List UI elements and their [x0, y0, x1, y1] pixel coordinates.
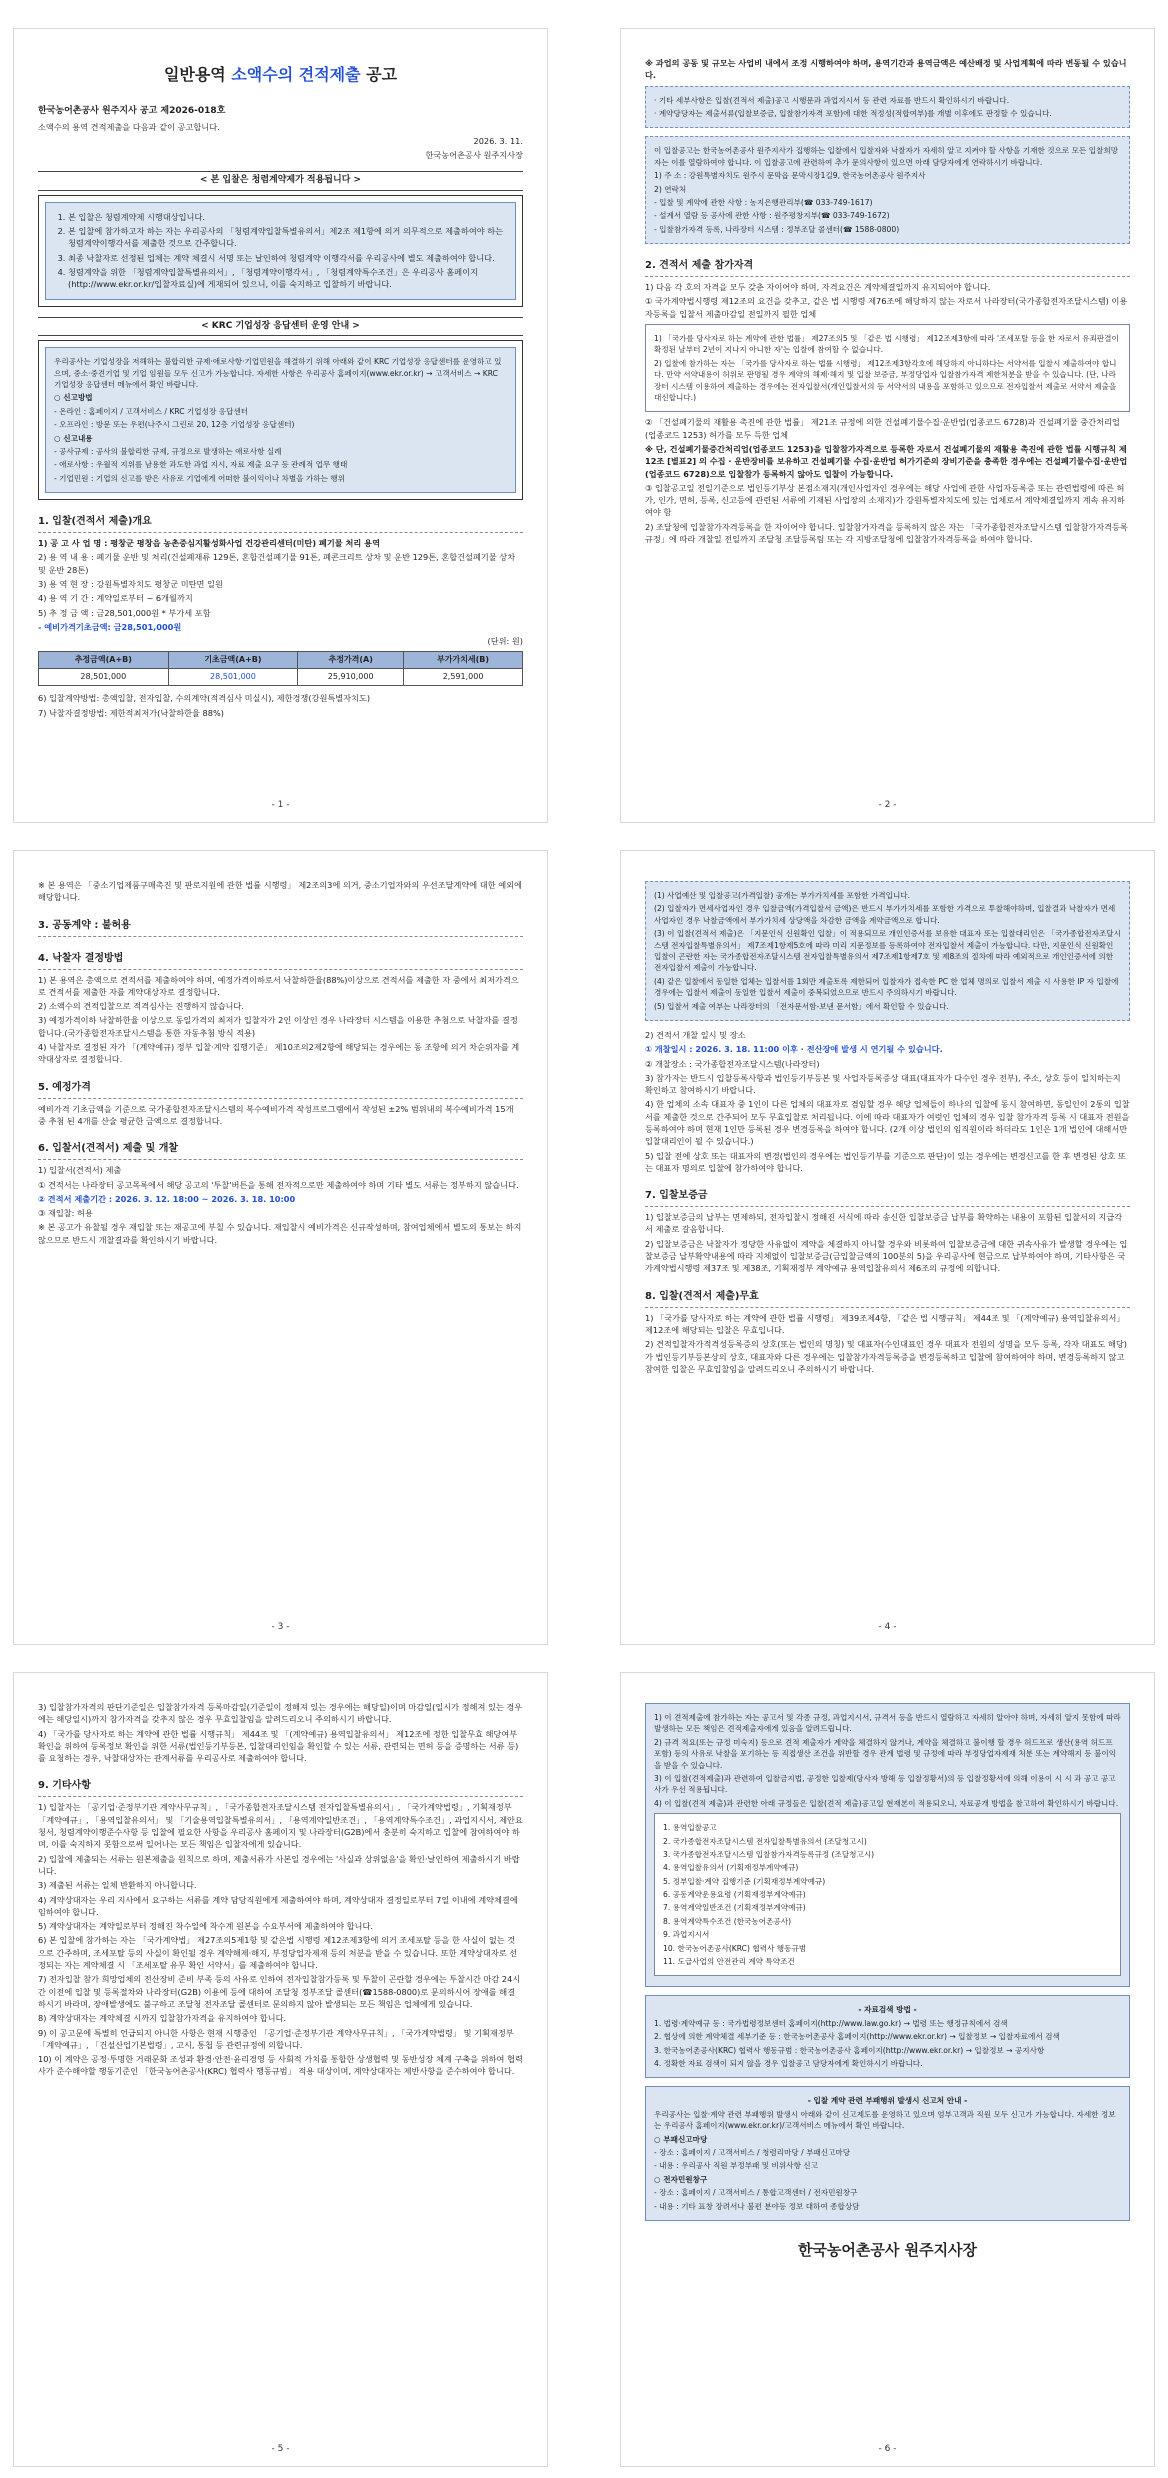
opening-time: ① 개찰일시 : 2026. 3. 18. 11:00 이후 · 전산장애 발생 시 연기될 수 있습니다.	[645, 1044, 943, 1055]
award-item: 1) 본 용역은 총액으로 견적서를 제출하여야 하며, 예정가격이하로서 낙찰하한율(88%)이상으로 견적서를 제출한 자 중에서 최저가격으로 견적서를 제출한 자를 계약대상자로 결정합니다.	[38, 974, 519, 997]
page-5	[13, 1672, 548, 2467]
section-heading: 1. 입찰(견적서 제출)개요	[38, 514, 523, 533]
overview-item: 7) 낙찰자결정방법: 제한적최저가(낙찰하한율 88%)	[38, 707, 224, 718]
eligibility-item: ① 국가계약법시행령 제12조의 요건을 갖추고, 같은 법 시행령 제76조에 해당하지 않는 자로서 나라장터(국가종합전자조달시스템) 이용자등록을 입찰서 제출마감일 전일까지 필한 업체	[645, 296, 1128, 319]
overview-item: 5) 추 정 금 액 : 금28,501,000원 * 부가세 포함	[38, 607, 211, 618]
overview-item: 3) 용 역 현 장 : 강원특별자치도 평창군 미탄면 일원	[38, 578, 223, 589]
tax-evasion-note-box: 1) 「국가를 당사자로 하는 계약에 관한 법률」 제27조의5 및 「같은 법 시행령」 제12조제3항에 따라 '조세포탈 등을 한 자로서 유죄판결이 확정된 날부터 2년이 지나지 아니한 자'는 입찰에 참여할 수 없습니다. 2) 입찰에 참가하는 자는 「국가를 당사자로 하는 법률 시행령」 제12조제3항각호에 해당하지 아니하다는 서약서를 입찰시 제출하여야 합니다. 만약 서약내용이 허위로 판명될 경우 계약의 해제·해지 및 입찰 보증금, 부정당업자 입찰참가자격 제한처분을 받을 수 있습니다. (단, 나라장터 시스템 이용하여 제출하는 경우에는 전자입찰서(개인입찰서의 등 서약서의 내용을 포함하고 있으므로 전자입찰서 제출로 서약서 제출을 대신합니다.)	[645, 324, 1130, 412]
section-heading: 3. 공동계약 : 불허용	[38, 918, 523, 937]
page-number: - 6 -	[878, 2443, 897, 2454]
list-item: 4. 용역입찰유의서 (기획재정부계약예규)	[663, 1863, 799, 1873]
list-item: 6. 공동계약운용요령 (기획재정부계약예규)	[663, 1890, 806, 1900]
invalid-item: 4) 「국가를 당사자로 하는 계약에 관한 법률 시행규칙」 제44조 및 「(계약예규) 용역입찰유의서」 제12조에 정한 입찰무효 해당여부 확인을 위하여 등록정보 확인을 위한 서류(법인등기부등본, 입찰대리인임을 확인할 수 있는 서류, 관련되는 면허 등을 증명하는 서류 등)를 요청하는 경우, 낙찰대상자는 관계서류를 우리공사로 제출하여야 합니다.	[38, 1728, 519, 1764]
list-item: 10. 한국농어촌공사(KRC) 협력사 행동규범	[663, 1943, 807, 1953]
list-item: 9. 과업지시서	[663, 1930, 710, 1940]
krc-center-box: 우리공사는 기업성장을 저해하는 불합리한 규제·애로사항·기업민원을 해결하기 위해 아래와 같이 KRC 기업성장 응답센터를 운영하고 있으며, 중소·중견기업 및 기업 임원들 모두 신고가 가능합니다. 자세한 사항은 우리공사 홈페이지(www.ekr.or.kr) → 고객서비스 → KRC 기업성장 응답센터 메뉴에서 확인 바랍니다. ○ 신고방법 - 온라인 : 홈페이지 / 고객서비스 / KRC 기업성장 응답센터 - 오프라인 : 방문 또는 우편(나주시 그린로 20, 12층 기업성장 응답센터) ○ 신고내용 - 공사규제 : 공사의 불합리한 규제, 규정으로 발생하는 애로사항 실례 - 애로사항 : 우월적 지위를 남용한 과도한 과업 지시, 자료 제출 요구 등 관례적 업무 행태 - 기업민원 : 기업의 신고를 받은 사유로 기업에게 어떠한 불이익이나 차별을 가하는 행위	[38, 340, 523, 500]
integrity-item: 4. 청렴계약을 위한 「청렴계약입찰특별유의서」, 「청렴계약이행각서」, 「청렴계약특수조건」은 우리공사 홈페이지(http://www.ekr.or.kr/입찰자료실)에 게재되어 있으니, 이를 숙지하고 입찰하기 바랍니다.	[68, 266, 507, 291]
award-item: 3) 예정가격이하 낙찰하한율 이상으로 동일가격의 최저가 입찰자가 2인 이상인 경우 나라장터 시스템을 이용한 추첨으로 낙찰자를 결정합니다.(국가종합전자조달시스템을 통한 자동추첨 방식 적용)	[38, 1015, 518, 1038]
section-heading: 5. 예정가격	[38, 1080, 523, 1099]
misc-item: 5) 계약상대자는 계약일로부터 정해진 착수일에 착수계 원본을 수요부서에 제출하여야 합니다.	[38, 1921, 373, 1932]
search-method-box: - 자료검색 방법 - 1. 법령·계약예규 등 : 국가법령정보센터 홈페이지(http://www.law.go.kr) → 법령 또는 행정규칙에서 검색 2. 협상에 의한 계약체결 세부기준 등 : 한국농어촌공사 홈페이지(http://www.ekr.or.kr) → 입찰정보 → 입찰자료에서 검색 3. 한국농어촌공사(KRC) 협력사 행동규범 : 한국농어촌공사 홈페이지(http://www.ekr.or.kr) → 입찰정보 → 공지사항 4. 정확한 자료 검색이 되지 않을 경우 입찰공고 담당자에게 확인하시기 바랍니다.	[645, 1995, 1130, 2078]
krc-box-heading: < KRC 기업성장 응답센터 운영 안내 >	[38, 317, 523, 337]
award-item: 4) 낙찰자로 결정된 자가 「(계약예규) 정부 입찰·계약 집행기준」 제10조의2제2항에 해당되는 경우에는 동 조항에 의거 차순위자를 계약대상자로 결정합니다.	[38, 1042, 520, 1065]
section-heading: 8. 입찰(견적서 제출)무효	[645, 1289, 1130, 1308]
eligibility-item: 1) 다음 각 호의 자격을 모두 갖춘 자이어야 하며, 자격요건은 계약체결일까지 유지되어야 합니다.	[645, 282, 991, 293]
opening-item: 3) 참가자는 반드시 입찰등록사항과 법인등기부등본 및 사업자등록증상 대표(대표자가 다수인 경우 전부), 주소, 상호 등이 일치하는지 확인하고 참여하시기 바랍니다.	[645, 1072, 1121, 1096]
misc-item: 6) 본 입찰에 참가하는 자는 「국가계약법」 제27조의5제1항 및 같은법 시행령 제12조제3항에 의거 조세포탈 등을 한 사실이 없는 것으로 간주하며, 조세포탈 등의 사실이 확인될 경우 계약해제·해지, 부정당업자제재 등의 처분을 받을 수 있습니다. 또한 계약상대자로 선정되는 자는 계약체결 시 「조세포탈 유무 확인 서약서」를 제출하여야 합니다.	[38, 1935, 518, 1971]
list-item: 8. 용역계약특수조건 (한국농어촌공사)	[663, 1916, 792, 1926]
fee-table	[38, 651, 523, 686]
list-item: 3. 국가종합전자조달시스템 입찰참가자격등록규정 (조달청고시)	[663, 1849, 875, 1859]
page-number: - 5 -	[271, 2443, 290, 2454]
section-heading: 9. 기타사항	[38, 1778, 523, 1797]
notice-remark: ※ 과업의 공동 및 규모는 사업비 내에서 조정 시행하여야 하며, 용역기간과 용역금액은 예산배정 및 사업계획에 따라 변동될 수 있습니다.	[645, 58, 1127, 81]
integrity-item: 3. 최종 낙찰자로 선정된 업체는 계약 체결시 서명 또는 날인하여 청렴계약 이행각서를 우리공사에 별도 제출하여야 합니다.	[68, 252, 507, 264]
invalid-item: 2) 견적입찰자가적격성등록증의 상호(또는 법인의 명칭) 및 대표자(수인대표인 경우 대표자 전원의 성명을 모두 등록, 각자 대표도 해당)가 법인등기부등본상의 상호, 대표자와 다른 경우에는 입찰참가자격등록증을 변경등록하고 입찰에 참여하여야 하며, 변경등록하지 않고 참여한 입찰은 무효입찰임을 알려드리오니 주의하시기 바랍니다.	[645, 1339, 1128, 1374]
invalid-item: 3) 입찰참가자격의 판단기준일은 입찰참가자격 등록마감일(기준일이 정해져 있는 경우에는 해당일)이며 마감일(일시가 정해져 있는 경우에는 해당일시)까지 참가자격을 갖추지 않은 경우 무효입찰임을 알려드리오니 주의하시기 바랍니다.	[38, 1702, 523, 1725]
page-3	[13, 850, 548, 1645]
page-title: 일반용역 소액수의 견적제출 공고	[163, 65, 398, 84]
submission-item: ① 견적서는 나라장터 공고목록에서 해당 공고의 '투찰'버튼을 통해 전자적으로만 제출하여야 하며 기타 별도 서류는 정부하지 않습니다.	[38, 1179, 519, 1190]
unit-label: (단위: 원)	[487, 636, 523, 647]
detail-note-box: · 기타 세부사항은 입찰(견적서 제출)공고 시행문과 과업지시서 등 관련 자료를 반드시 확인하시기 바랍니다. · 계약당당자는 제출서류(입찰보증금, 입찰참가자격 포함)에 대한 적정성(적합여부)를 개별 이후에도 판정할 수 있습니다.	[645, 86, 1130, 129]
regulation-box: 1) 이 견적제출에 참가하는 자는 공고서 및 각종 규정, 과업지시서, 규격서 등을 반드시 열람하고 자세히 알아야 하며, 자세히 알지 못함에 따라 발생하는 모든 책임은 견적제출자에게 있음을 알려드립니다. 2) 규격 적요(또는 규정 미숙지) 등으로 견적 제출자가 계약을 체결하지 않거나, 계약을 체결하고 불이행 할 경우 허드프로 생산(용역 허드프 포함) 등의 사유로 낙찰을 포기하는 등 직접생산 조건을 위반할 경우 관계 법령 및 규정에 따라 부정당업자제재 처분 또는 계약해지 등 불이익을 받을 수 있습니다. 3) 이 입찰(견적제출)과 관련하여 입찰금지법, 공정한 입찰제(당사자 방해 등 입찰정황서)의 등 입찰정황서에 의해 이용이 시 시 과 공고 공고사가 우선 적용됩니다. 4) 이 입찰(견적 제출)과 관련한 아래 규정들은 입찰(견적 제출)공고일 현재본이 적용되오니, 자료공개 방법을 참고하여 확인하시기 바랍니다. 1. 용역입찰공고 2. 국가종합전자조달시스템 전자입찰특별유의서 (조달청고시) 3. 국가종합전자조달시스템 입찰참가자격등록규정 (조달청고시) 4. 용역입찰유의서 (기획재정부계약예규) 5. 정부입찰·계약 집행기준 (기획재정부계약예규) 6. 공동계약운용요령 (기획재정부계약예규) 7. 용역계약일반조건 (기획재정부계약예규) 8. 용역계약특수조건 (한국농어촌공사) 9. 과업지시서 10. 한국농어촌공사(KRC) 협력사 행동규범 11. 도급사업의 안전관리 계약 특약조건	[645, 1703, 1130, 1987]
page-4	[620, 850, 1155, 1645]
misc-item: 8) 계약상대자는 계약체결 시까지 입찰참가자격을 유지하여야 합니다.	[38, 2013, 287, 2024]
submission-item: ③ 재입찰: 허용	[38, 1208, 93, 1219]
list-item: 11. 도급사업의 안전관리 계약 특약조건	[663, 1957, 795, 1967]
corruption-report-box: - 입찰 계약 관련 부패행위 발생시 신고처 안내 - 우리공사는 입찰·계약 관련 부패행위 발생시 아래와 같이 신고제도를 운영하고 있으며 엄부고객과 직원 모두 신고가 가능합니다. 자세한 정보는 우리공사 홈페이지(www.ekr.or.kr)/고객서비스 메뉴에서 확인 바랍니다. ○ 부패신고마당 - 장소 : 홈페이지 / 고객서비스 / 청렴리마당 / 부패신고마당 - 내용 : 우리공사 직원 부정부패 및 비위사항 신고 ○ 전자민원창구 - 장소 : 홈페이지 / 고객서비스 / 통합고객센터 / 전자민원창구 - 내용 : 기타 표창 장려서나 불편 분야등 정보 대하여 종합상담	[645, 2086, 1130, 2221]
price-text: 예비가격 기초금액을 기준으로 국가종합전자조달시스템의 복수예비가격 작성프로그램에서 작성된 ±2% 범위내의 복수예비가격 15개 중 추첨 된 4개를 산술 평균한 금액으로 결정합니다.	[38, 1103, 514, 1126]
table-cell: 25,910,000	[298, 669, 404, 686]
list-item: 2. 국가종합전자조달시스템 전자입찰특별유의서 (조달청고시)	[663, 1836, 867, 1846]
deposit-item: 2) 입찰보증금은 낙찰자가 정당한 사유없이 계약을 체결하지 아니할 경우와 비롯하여 입찰보증금에 대한 귀속사유가 발생할 경우에는 입찰보증금 납부확약내용에 따라 지체없이 입찰보증금(금입찰금액의 100분의 5)을 우리공사에 현금으로 납부하여야 하며, 기타사항은 국가계약법시행령 제37조 및 제38조, 기획재정부 계약예규 용역입찰유의서 제6조의 규정에 의합니다.	[645, 1238, 1128, 1274]
misc-item: 7) 전자입찰 참가 희망업체의 전산장비 준비 부족 등의 사유로 인하여 전자입찰참가등록 및 투찰이 곤란할 경우에는 투찰시간 마감 24시간 이전에 입찰 및 등록절차와 나라장터(G2B) 이용에 등에 대하여 조달청 정부조달 콜센터(☎1588-0800)로 문의하시어 장애를 해결하시기 바라며, 장애발생에도 불구하고 조달청 전자조달 콜센터로 문의하지 않아 발생되는 모든 책임은 업체에게 있습니다.	[38, 1974, 521, 2009]
misc-item: 9) 이 공고문에 특별히 언급되지 아니한 사항은 현재 시행중인 「공기업·준정부기관 계약사무규칙」, 「국가계약법령」 및 기획재정부 「계약예규」, 「건설산업기본법령」, 고시, 통첩 등 관련규정에 의합니다.	[38, 2027, 514, 2050]
opening-place: ② 개찰장소 : 국가종합전자조달시스템(나라장터)	[645, 1058, 820, 1069]
table-row	[39, 669, 523, 686]
submission-period: ② 견적서 제출기간 : 2026. 3. 12. 18:00 ~ 2026. 3. 18. 10:00	[38, 1193, 296, 1204]
misc-item: 2) 입찰에 제출되는 서류는 원본제출을 원칙으로 하며, 제출서류가 사본일 경우에는 '사실과 상위없음'을 확인·날인하여 제출하시기 바랍니다.	[38, 1853, 520, 1876]
sme-exception-note: ※ 본 용역은 「중소기업제품구매촉진 및 판로지원에 관한 법률 시행령」 제2조의3에 의거, 중소기업자와의 우선조달계약에 대한 예외에 해당합니다.	[38, 880, 522, 903]
integrity-item: 1. 본 입찰은 청렴계약제 시행대상입니다.	[68, 211, 507, 223]
opening-item: 5) 입찰 전에 상호 또는 대표자의 변경(법인의 경우에는 법인등기부를 기준으로 판단)이 있는 경우에는 변경신고를 한 후 변경된 상호 또는 대표자 명의로 입찰에 참가하여야 합니다.	[645, 1150, 1126, 1173]
overview-item: 2) 용 역 내 용 : 폐기물 운반 및 처리(건설폐재류 129톤, 혼합건설폐기물 91톤, 폐콘크리트 상차 및 운반 129톤, 혼합건설폐기물 상차 및 운반 28톤)	[38, 552, 516, 575]
list-item: 5. 정부입찰·계약 집행기준 (기획재정부계약예규)	[663, 1876, 826, 1886]
overview-item: 6) 입찰계약방법: 총액입찰, 전자입찰, 수의계약(적격심사 미실시), 제한경쟁(강원특별자치도)	[38, 693, 371, 704]
deposit-item: 1) 입찰보증금의 납부는 면제하되, 전자입찰시 정해진 서식에 따라 송신한 입찰보증금 납부를 확약하는 내용이 포함된 입찰서의 지급각서 제출로 갈음합니다.	[645, 1212, 1123, 1235]
eligibility-item: ③ 입찰공고일 전일기준으로 법인등기부상 본점소재지(개인사업자인 경우에는 해당 사업에 관한 사업자등록증 또는 관련법령에 따른 허가, 인가, 면허, 등록, 신고등에 관련된 서류에 기재된 사업장의 소재지)가 강원특별자치도에 있는 업체로서 계약체결일까지 계속 유지하여야 함	[645, 482, 1125, 518]
opening-item: 2) 견적서 개찰 일시 및 장소	[645, 1029, 746, 1040]
opening-item: 4) 한 업체의 소속 대표자 중 1인이 다른 업체의 대표자로 겸임할 경우 해당 업체들이 하나의 입찰에 동시 참여하면, 동일인이 2통의 입찰서를 제출한 것으로 간주되어 모두 무효입찰로 처리됩니다. 이에 따라 대표자가 여럿인 업체의 경우 입찰 참가자격 등록 시 대표자 전원을 등록하여야 하며 현재 1인만 등록된 경우 변경등록을 하여야 합니다. (2개 이상 법인의 임직원이라 하더라도 1인은 1개 법인에 대해서만 입찰대리인이 될 수 있습니다.)	[645, 1099, 1130, 1147]
section-heading: 7. 입찰보증금	[645, 1188, 1130, 1207]
table-cell: 2,591,000	[404, 669, 523, 686]
table-header: 추정가격(A)	[298, 652, 404, 669]
rebid-note: ※ 본 공고가 유찰될 경우 재입찰 또는 재공고에 부칠 수 있습니다. 재입찰시 예비가격은 신규작성하며, 참여업체에서 별도의 통보는 하지 않으므로 반드시 개찰결과를 확인하시기 바랍니다.	[38, 1222, 522, 1245]
table-header: 기초금액(A+B)	[168, 652, 298, 669]
notice-date: 2026. 3. 11.	[473, 135, 523, 146]
misc-item: 1) 입찰자는 「공기업·준정부기관 계약사무규칙」, 「국가종합전자조달시스템 전자입찰특별유의서」, 「국가계약법령」, 기획재정부 「계약예규」, 「용역입찰유의서」 및 「기술용역입찰특별유의서」, 「용역계약일반조건」, 「용역계약특수조건」, 과업지시서, 제안요청서, 청렴계약이행준수사항 등 입찰에 필요한 사항을 우리공사 홈페이지 및 나라장터(G2B)에서 충분히 숙지하고 입찰에 참여하여야 하며, 이를 숙지하지 못함으로써 일어나는 모든 책임은 입찰자에게 있습니다.	[38, 1802, 523, 1850]
eligibility-exception: ※ 단, 건설폐기물중간처리업(업종코드 1253)을 입찰참가자격으로 등록한 자로서 건설폐기물의 재활용 촉진에 관한 법률 시행규칙 제12조 [별표2] 의 수집 · 운반장비를 보유하고 건설폐기물 수집·운반업 허가기준의 장비기준을 충족한 경우에는 건설폐기물수집·운반업(업종코드 6728)으로 입찰참가 등록하지 않아도 입찰이 가능합니다.	[645, 443, 1128, 479]
misc-item: 10) 이 계약은 공정·투명한 거래문화 조성과 환경·안전·윤리경영 등 사회적 가치를 통합한 상생협력 및 동반성장 체계 구축을 위하여 협력사가 준수해야할 행동기준인 「한국농어촌공사(KRC) 협력사 행동규범」 적용 대상이며, 계약상대자는 제반사항을 준수하여야 합니다.	[38, 2054, 523, 2077]
list-item: 7. 용역계약일반조건 (기획재정부계약예규)	[663, 1903, 806, 1913]
bid-note-box: (1) 사업예산 및 입찰공고(가격입찰) 공개는 부가가치세를 포함한 가격입니다. (2) 입찰자가 면세사업자인 경우 입찰금액(가격입찰서 금액)은 반드시 부가가치세를 포함한 가격으로 투찰해야하며, 입찰결과 낙찰자가 면세사업자인 경우 낙찰금액에서 부가가치세 상당액을 차감한 금액을 계약금액으로 합니다. (3) 이 입찰(견적서 제출)은 「지문인식 신원확인 입찰」이 적용되므로 개인인증서를 보유한 대표자 또는 입찰대리인은 「국가종합전자조달시스템 전자입찰특별유의서」 제7조제1항제5호에 따라 미리 지문정보를 등록하여야 전자입찰서 제출이 가능합니다. 다만, 지문인식 신원확인 입찰이 곤란한 자는 국가종합전자조달시스템 전자입찰특별유의서 제7조제1항제7호 및 제8조의 절차에 따라 예외적으로 개인인증서에 의한 전자입찰서 제출이 가능합니다. (4) 같은 입찰에서 동일한 업체는 입찰서를 1회만 제출토록 제한되어 입찰자가 접속한 PC 한 업체 명의로 입찰서 제출 시 사용한 IP 자 입찰에 경우에는 입찰서 제출이 동일한 입찰서 제출이 중복되었으므로 반드시 주의하시기 바랍니다. (5) 입찰서 제출 여부는 나라장터의 「전자문서함-보낸 문서함」에서 확인할 수 있습니다.	[645, 881, 1130, 1021]
table-header: 추정금액(A+B)	[39, 652, 169, 669]
section-heading: 2. 견적서 제출 참가자격	[645, 258, 1130, 277]
integrity-item: 2. 본 입찰에 참가하고자 하는 자는 우리공사의 「청렴계약입찰특별유의서」제2조 제1항에 의거 의무적으로 제출하여야 하는 청렴계약이행각서를 제출한 것으로 간주합니다.	[68, 225, 507, 250]
table-cell: 28,501,000	[168, 669, 298, 686]
contact-box: 이 입찰공고는 한국농어촌공사 원주지사가 집행하는 입찰에서 입찰자와 낙찰자가 자세히 알고 지켜야 할 사항을 기재한 것으로 모든 입찰희망자는 이를 열람하여야 합니다. 이 입찰공고에 관련하여 추가 문의사항이 있으면 아래 담당자에게 연락하시기 바랍니다. 1) 주 소 : 강원특별자치도 원주시 문막읍 문막시장1길9, 한국농어촌공사 원주지사 2) 연락처 - 입찰 및 계약에 관한 사항 : 농지은행관리부(☎ 033-749-1617) - 설계서 열람 등 공사에 관한 사항 : 원주평창지부(☎ 033-749-1672) - 입찰참가자격 등록, 나라장터 시스템 : 정부조달 콜센터(☎ 1588-0800)	[645, 136, 1130, 244]
page-number: - 2 -	[878, 799, 897, 810]
page-6	[620, 1672, 1155, 2467]
overview-item: 1) 공 고 사 업 명 : 평창군 평창읍 농촌중심지활성화사업 건강관리센터(미탄) 폐기물 처리 용역	[38, 538, 380, 549]
section-heading: 6. 입찰서(견적서) 제출 및 개찰	[38, 1141, 523, 1160]
issuer-signature: 한국농어촌공사 원주지사장	[797, 2240, 978, 2259]
table-cell: 28,501,000	[39, 669, 169, 686]
regulation-list	[654, 1813, 1121, 1976]
page-number: - 4 -	[878, 1621, 897, 1632]
invalid-item: 1) 「국가를 당사자로 하는 계약에 관한 법률 시행령」 제39조제4항, 「같은 법 시행규칙」 제44조 및 「(계약예규) 용역입찰유의서」 제12조에 해당되는 입찰은 무효입니다.	[645, 1312, 1125, 1335]
table-header: 부가가치세(B)	[404, 652, 523, 669]
eligibility-item: ② 「건설폐기물의 재활용 촉진에 관한 법률」 제21조 규정에 의한 건설폐기물수집·운반업(업종코드 6728)과 건설폐기물 중간처리업(업종코드 1253) 허가를 모두 득한 업체	[645, 417, 1120, 440]
page-number: - 1 -	[271, 799, 290, 810]
integrity-box	[38, 195, 523, 307]
intro-text: 소액수의 용역 견적제출을 다음과 같이 공고합니다.	[38, 121, 220, 132]
page-number: - 3 -	[271, 1621, 290, 1632]
integrity-box-heading: < 본 입찰은 청렴계약제가 적용됩니다 >	[38, 171, 523, 191]
list-item: 1. 용역입찰공고	[663, 1823, 717, 1833]
eligibility-item: 2) 조달청에 입찰참가자격등록을 한 자이어야 합니다. 입찰참가자격을 등록하지 않은 자는 「국가종합전자조달시스템 입찰참가자격등록규정」에 따라 개찰일 전일까지 조달청 조달등록팀 또는 각 지방조달청에 입찰참가자격등록을 하여야 합니다.	[645, 521, 1128, 545]
issuer-org: 한국농어촌공사 원주지사장	[425, 150, 523, 161]
section-heading: 4. 낙찰자 결정방법	[38, 951, 523, 970]
overview-item: 4) 용 역 기 간 : 계약일로부터 ~ 6개월까지	[38, 593, 193, 604]
page-1	[13, 28, 548, 823]
notice-number: 한국농어촌공사 원주지사 공고 제2026-018호	[38, 106, 226, 116]
misc-item: 4) 계약상대자는 우리 지사에서 요구하는 서류를 계약 담당직원에게 제출하여야 하며, 계약상대자 결정일로부터 7일 이내에 계약체결에 임하여야 합니다.	[38, 1894, 518, 1917]
page-2	[620, 28, 1155, 823]
award-item: 2) 소액수의 견적입찰으로 적격심사는 진행하지 않습니다.	[38, 1001, 244, 1012]
misc-item: 3) 제출된 서류는 일체 반환하지 아니합니다.	[38, 1880, 197, 1891]
submission-item: 1) 입찰서(견적서) 제출	[38, 1165, 122, 1176]
overview-item: - 예비가격기초금액: 금28,501,000원	[38, 621, 182, 632]
